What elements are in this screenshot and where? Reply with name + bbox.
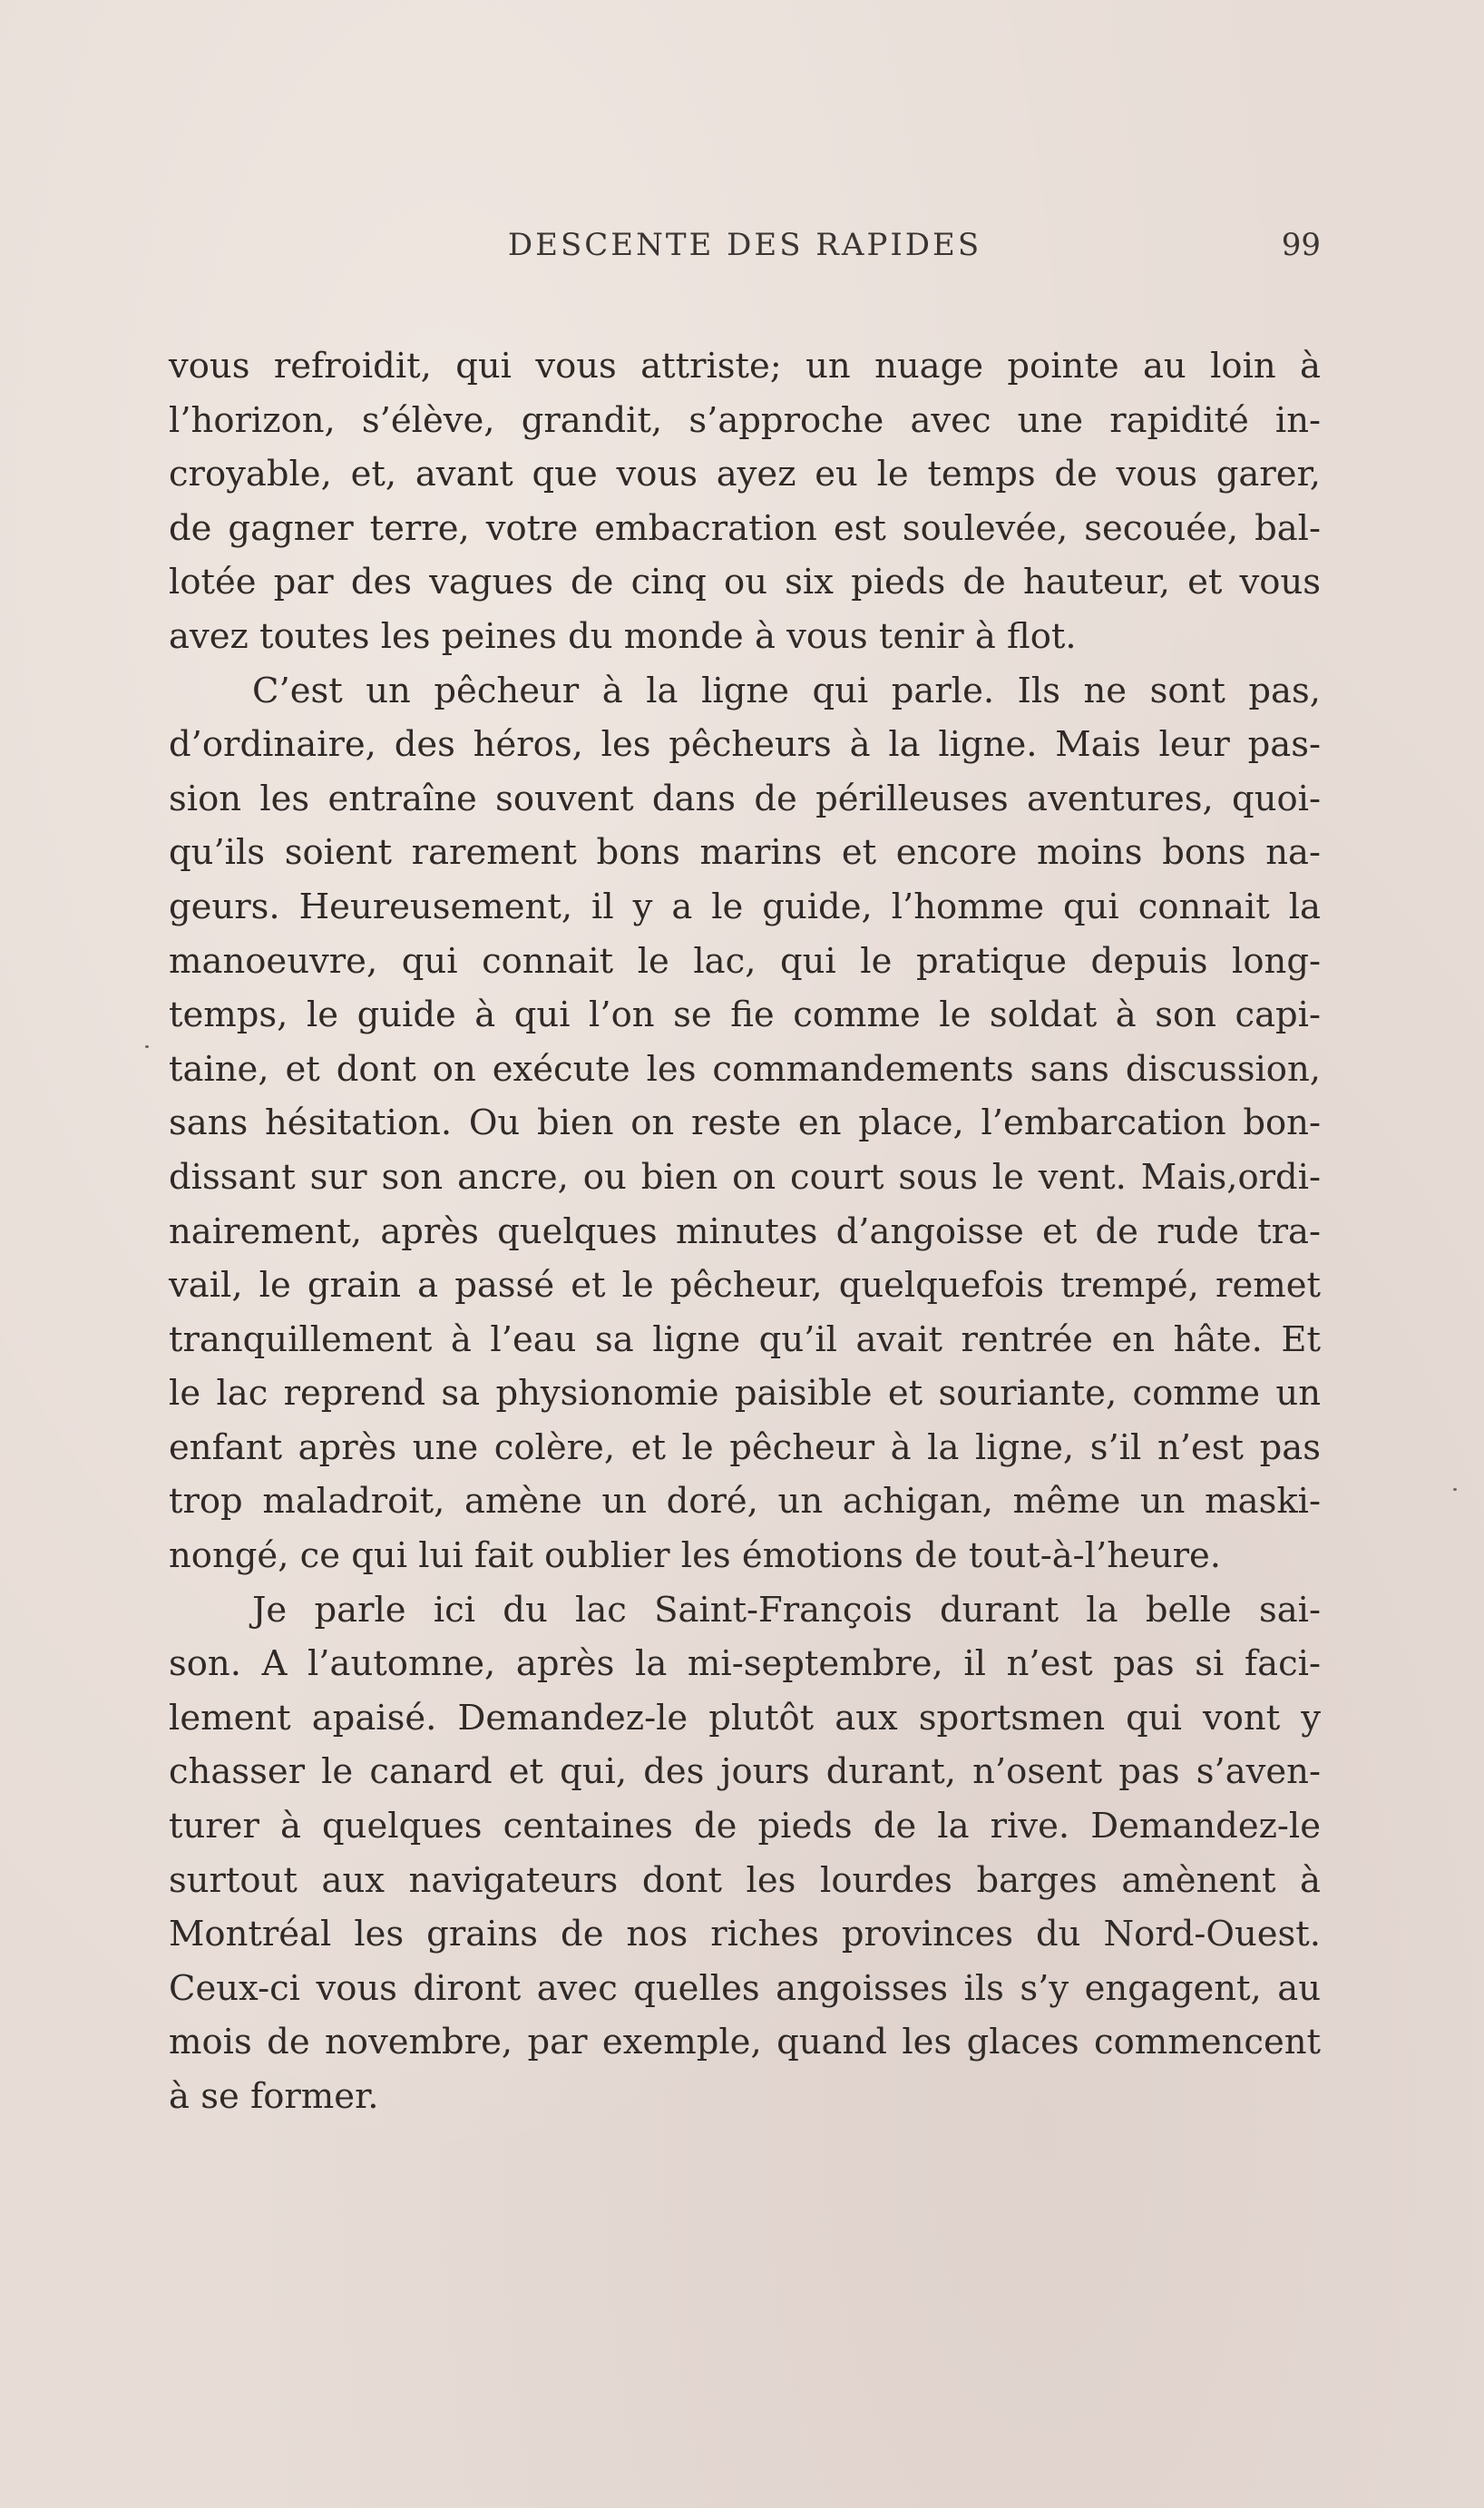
text-line: temps, le guide à qui l’on se fie comme le soldat à son capi- bbox=[169, 994, 1321, 1036]
ink-speck bbox=[1453, 1488, 1457, 1491]
text-line: qu’ils soient rarement bons marins et encore moins bons na- bbox=[169, 832, 1321, 874]
text-line: turer à quelques centaines de pieds de la rive. Demandez-le bbox=[169, 1806, 1321, 1847]
text-line: de gagner terre, votre embacration est soulevée, secouée, bal- bbox=[169, 507, 1321, 549]
text-line: lotée par des vagues de cinq ou six pieds de hauteur, et vous bbox=[169, 562, 1321, 603]
text-line: nairement, après quelques minutes d’angoisse et de rude tra- bbox=[169, 1210, 1321, 1252]
text-line: manoeuvre, qui connait le lac, qui le pratique depuis long- bbox=[169, 940, 1321, 982]
text-line: Montréal les grains de nos riches provinces du Nord-Ouest. bbox=[169, 1914, 1321, 1955]
text-line: mois de novembre, par exemple, quand les glaces commencent bbox=[169, 2022, 1321, 2063]
text-line: vous refroidit, qui vous attriste; un nuage pointe au loin à bbox=[169, 346, 1321, 387]
text-line: geurs. Heureusement, il y a le guide, l’homme qui connait la bbox=[169, 886, 1321, 927]
paragraph-first-line: Je parle ici du lac Saint-François durant la belle sai- bbox=[252, 1589, 1321, 1631]
text-line: à se former. bbox=[169, 2076, 379, 2117]
text-line: enfant après une colère, et le pêcheur à la ligne, s’il n’est pas bbox=[169, 1426, 1321, 1468]
text-line: taine, et dont on exécute les commandements sans discussion, bbox=[169, 1048, 1321, 1090]
ink-speck bbox=[145, 1045, 149, 1048]
text-line: sion les entraîne souvent dans de périlleuses aventures, quoi- bbox=[169, 778, 1321, 819]
paragraph-first-line: C’est un pêcheur à la ligne qui parle. Ils ne sont pas, bbox=[252, 670, 1321, 711]
running-title: DESCENTE DES RAPIDES bbox=[507, 227, 982, 263]
text-line: l’horizon, s’élève, grandit, s’approche avec une rapidité in- bbox=[169, 399, 1321, 441]
text-line: d’ordinaire, des héros, les pêcheurs à la ligne. Mais leur pas- bbox=[169, 724, 1321, 766]
text-line: trop maladroit, amène un doré, un achigan, même un maski- bbox=[169, 1481, 1321, 1523]
text-line: dissant sur son ancre, ou bien on court sous le vent. Mais,ordi- bbox=[169, 1156, 1321, 1198]
text-line: avez toutes les peines du monde à vous tenir à flot. bbox=[169, 615, 1077, 657]
page-number: 99 bbox=[1281, 227, 1321, 263]
text-line: croyable, et, avant que vous ayez eu le temps de vous garer, bbox=[169, 454, 1321, 495]
text-line: sans hésitation. Ou bien on reste en place, l’embarcation bon- bbox=[169, 1102, 1321, 1144]
text-line: le lac reprend sa physionomie paisible et souriante, comme un bbox=[169, 1373, 1321, 1415]
text-line: lement apaisé. Demandez-le plutôt aux sportsmen qui vont y bbox=[169, 1697, 1321, 1739]
text-line: surtout aux navigateurs dont les lourdes barges amènent à bbox=[169, 1859, 1321, 1901]
body-text bbox=[169, 339, 1321, 2124]
running-head bbox=[169, 221, 1321, 270]
text-line: vail, le grain a passé et le pêcheur, quelquefois trempé, remet bbox=[169, 1265, 1321, 1307]
text-line: son. A l’automne, après la mi-septembre, il n’est pas si faci- bbox=[169, 1643, 1321, 1685]
text-line: nongé, ce qui lui fait oublier les émotions de tout-à-l’heure. bbox=[169, 1535, 1222, 1577]
text-line: Ceux-ci vous diront avec quelles angoisses ils s’y engagent, au bbox=[169, 1967, 1321, 2009]
text-line: tranquillement à l’eau sa ligne qu’il avait rentrée en hâte. Et bbox=[169, 1318, 1321, 1360]
text-line: chasser le canard et qui, des jours durant, n’osent pas s’aven- bbox=[169, 1751, 1321, 1793]
